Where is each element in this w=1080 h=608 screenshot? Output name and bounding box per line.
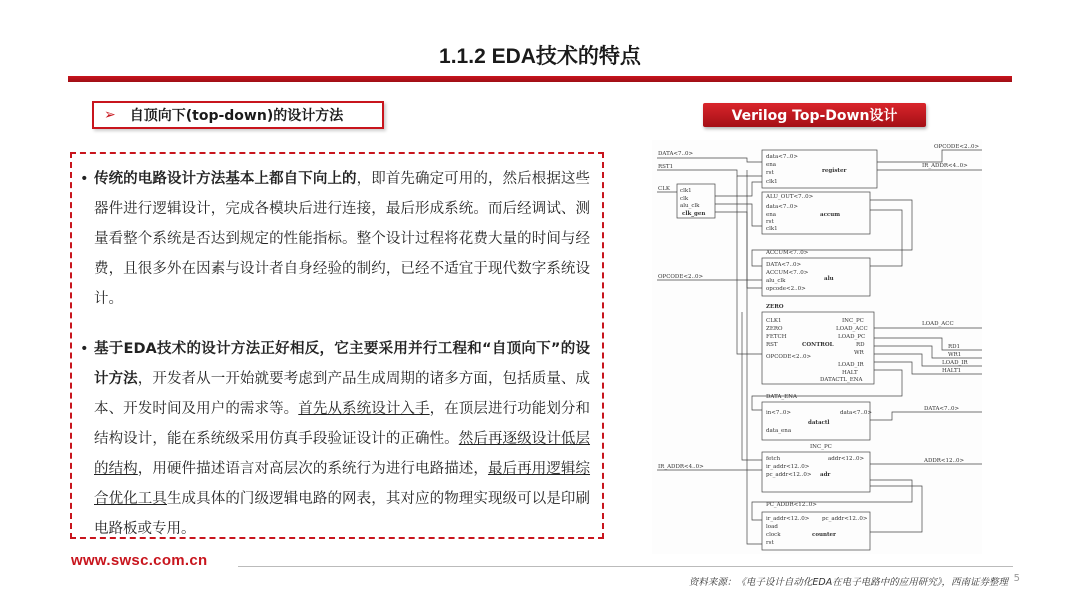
- pin-label: PC_ADDR<12..0>: [766, 502, 817, 508]
- bullet-dot: •: [80, 171, 89, 187]
- pin-label: pc_addr<12..0>: [766, 472, 812, 478]
- block-label: adr: [820, 472, 831, 478]
- signal-label: CLK: [658, 186, 670, 192]
- page-title: 1.1.2 EDA技术的特点: [439, 45, 641, 68]
- signal-label: OPCODE<2..0>: [934, 144, 980, 150]
- signal-label: ADDR<12..0>: [924, 458, 965, 464]
- source-note: 资料来源：《电子设计自动化EDA在电子电路中的应用研究》，西南证券整理: [688, 577, 1008, 588]
- pin-label: ena: [766, 162, 777, 168]
- content-textbox: [70, 152, 604, 539]
- pin-label: fetch: [766, 456, 781, 462]
- arrow-bullet-icon: ➢: [104, 107, 116, 123]
- bullet-dot: •: [80, 341, 89, 357]
- paragraph-2: [80, 334, 590, 544]
- title-divider: [68, 76, 1012, 82]
- pin-label: alu_clk: [680, 203, 700, 209]
- pin-label: data<7..0>: [840, 410, 873, 416]
- pin-label: LOAD_ACC: [836, 326, 868, 332]
- pin-label: CLK1: [766, 318, 782, 324]
- pin-label: INC_PC: [842, 318, 864, 324]
- signal-label: LOAD_ACC: [922, 321, 954, 327]
- pin-label: alu_clk: [766, 278, 786, 284]
- paragraph-1-lead: 传统的电路设计方法基本上都自下向上的: [94, 171, 357, 187]
- underlined-phrase: 然后再逐级设计低层的结构: [94, 431, 591, 477]
- section-subheading: [92, 101, 384, 129]
- pin-label: LOAD_IR: [838, 362, 864, 368]
- underlined-phrase: 首先从系统设计入手: [298, 401, 430, 417]
- signal-label: DATA<7..0>: [658, 151, 694, 157]
- underlined-phrase: 最后再用逻辑综合优化工具: [94, 461, 591, 507]
- paragraph-2-lead: 基于EDA技术的设计方法正好相反，它主要采用并行工程和“自顶向下”的设计方法: [94, 341, 590, 387]
- block-label: counter: [812, 532, 836, 538]
- signal-label: DATA<7..0>: [924, 406, 960, 412]
- pin-label: LOAD_PC: [838, 334, 866, 340]
- verilog-block-diagram: [652, 140, 982, 554]
- subheading-text: 自顶向下(top-down)的设计方法: [129, 108, 344, 124]
- pin-label: INC_PC: [810, 444, 832, 450]
- pin-label: rst: [766, 170, 774, 176]
- signal-label: HALT1: [942, 368, 962, 374]
- pin-label: opcode<2..0>: [766, 286, 806, 292]
- pin-label: clk1: [766, 226, 778, 232]
- footer-divider: [238, 566, 1013, 567]
- block-label: clk_gen: [682, 211, 706, 217]
- page-number: 5: [1013, 573, 1020, 584]
- pin-label: DATA<7..0>: [766, 262, 802, 268]
- block-label: alu: [824, 276, 834, 282]
- paragraph-2-text: ，开发者从一开始就要考虑到产品生成周期的诸多方面，包括质量、成本、开发时间及用户的需求等。: [94, 371, 591, 417]
- pin-label: ZERO: [766, 326, 783, 332]
- pin-label: OPCODE<2..0>: [766, 354, 812, 360]
- pin-label: ir_addr<12..0>: [766, 516, 810, 522]
- signal-label: LOAD_IR: [942, 360, 968, 366]
- paragraph-1: [80, 164, 590, 314]
- paragraph-2-text: ，在顶层进行功能划分和结构设计，能在系统级采用仿真手段验证设计的正确性。: [94, 401, 591, 447]
- pin-label: ALU_OUT<7..0>: [766, 194, 814, 200]
- block-label: datactl: [808, 420, 830, 426]
- pin-label: data_ena: [766, 428, 792, 434]
- pin-label: WR: [854, 350, 864, 356]
- block-label: CONTROL: [802, 342, 834, 348]
- signal-label: WR1: [948, 352, 962, 358]
- pin-label: ZERO: [766, 304, 784, 310]
- pin-label: rst: [766, 219, 774, 225]
- pin-label: DATA_ENA: [766, 394, 797, 400]
- pin-label: addr<12..0>: [828, 456, 865, 462]
- signal-label: OPCODE<2..0>: [658, 274, 704, 280]
- pin-label: pc_addr<12..0>: [822, 516, 868, 522]
- pin-label: ACCUM<7..0>: [766, 270, 809, 276]
- pin-label: data<7..0>: [766, 204, 799, 210]
- pin-label: clock: [766, 532, 781, 538]
- pin-label: RST: [766, 342, 778, 348]
- pin-label: ACCUM<7..0>: [766, 250, 809, 256]
- pin-label: clk: [680, 196, 689, 202]
- pin-label: data<7..0>: [766, 154, 799, 160]
- pin-label: in<7..0>: [766, 410, 792, 416]
- paragraph-2-text: 生成具体的门级逻辑电路的网表，其对应的物理实现级可以是印刷电路板或专用。: [94, 491, 591, 537]
- signal-label: RST1: [658, 164, 674, 170]
- pin-label: ena: [766, 212, 777, 218]
- pin-label: rst: [766, 540, 774, 546]
- diagram-banner: Verilog Top-Down设计: [703, 103, 926, 127]
- pin-label: FETCH: [766, 334, 787, 340]
- signal-label: IR_ADDR<4..0>: [658, 464, 704, 470]
- pin-label: clk1: [680, 188, 692, 194]
- block-label: accum: [820, 212, 841, 218]
- pin-label: DATACTL_ENA: [820, 377, 863, 383]
- signal-label: IR_ADDR<4..0>: [922, 163, 968, 169]
- pin-label: HALT: [842, 370, 858, 376]
- pin-label: RD: [856, 342, 865, 348]
- pin-label: ir_addr<12..0>: [766, 464, 810, 470]
- signal-label: RD1: [948, 344, 961, 350]
- paragraph-2-text: ，用硬件描述语言对高层次的系统行为进行电路描述，: [137, 461, 488, 477]
- footer-url: www.swsc.com.cn: [71, 552, 208, 569]
- paragraph-1-body: ，即首先确定可用的，然后根据这些器件进行逻辑设计，完成各模块后进行连接，最后形成系统。而后经调试、测量看整个系统是否达到规定的性能指标。整个设计过程将花费大量的时间与经费，且很多外在因素与设计者自身经验的制约，已经不适宜于现代数字系统设计。: [94, 171, 591, 307]
- pin-label: clk1: [766, 179, 778, 185]
- block-label: register: [822, 168, 847, 174]
- pin-label: load: [766, 524, 778, 530]
